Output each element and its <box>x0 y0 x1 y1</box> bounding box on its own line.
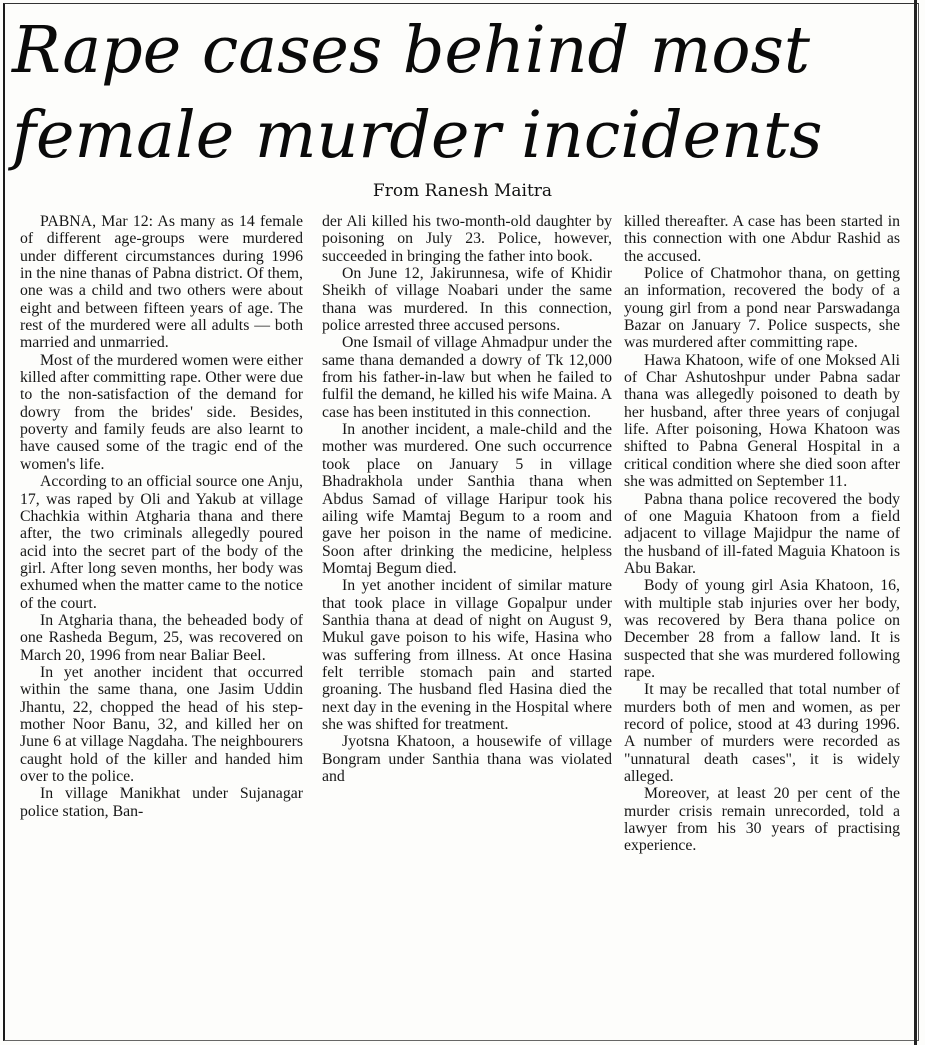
article-column-2 <box>322 213 612 785</box>
paragraph: Hawa Khatoon, wife of one Moksed Ali of Char Ashutoshpur under Pabna sadar thana was allegedly poisoned to death by her husband, after three years of conjugal life. After poisoning, Howa Khatoon was shifted to Pabna General Hospital in a critical condition where she died soon after she was admitted on September 11. <box>624 351 900 491</box>
paragraph: One Ismail of village Ahmadpur under the same thana demanded a dowry of Tk 12,000 from his father-in-law but when he failed to fulfil the demand, he killed his wife Maina. A case has been instituted in this connection. <box>322 334 612 421</box>
paragraph: In Atgharia thana, the beheaded body of one Rasheda Begum, 25, was recovered on March 20, 1996 from near Baliar Beel. <box>20 611 303 664</box>
paragraph: Moreover, at least 20 per cent of the murder crisis remain unrecorded, told a lawyer from his 30 years of practising experience. <box>624 785 900 855</box>
headline-line-2: female murder incidents <box>12 98 823 173</box>
paragraph: Pabna thana police recovered the body of one Maguia Khatoon from a field adjacent to village Majidpur the name of the husband of ill-fated Maguia Khatoon is Abu Bakar. <box>624 490 900 577</box>
paragraph: It may be recalled that total number of murders both of men and women, as per record of police, stood at 43 during 1996. A number of murders were recorded as "unnatural death cases", it is widely alleged. <box>624 681 900 785</box>
paragraph: In village Manikhat under Sujanagar police station, Ban- <box>20 785 303 820</box>
paragraph: In another incident, a male-child and the mother was murdered. One such occurrence took place on January 5 in village Bhadrakhola under Santhia thana when Abdus Samad of village Haripur took his ailing wife Mamtaj Begum to a room and gave her poison in the name of medicine. Soon after drinking the medicine, helpless Momtaj Begum died. <box>322 421 612 577</box>
byline: From Ranesh Maitra <box>372 181 553 201</box>
headline <box>12 8 912 178</box>
paragraph: Body of young girl Asia Khatoon, 16, with multiple stab injuries over her body, was recovered by Bera thana police on December 28 from a fallow land. It is suspected that she was murdered following rape. <box>624 577 900 681</box>
paragraph: Jyotsna Khatoon, a housewife of village Bongram under Santhia thana was violated and <box>322 733 612 785</box>
paragraph: killed thereafter. A case has been started in this connection with one Abdur Rashid as the accused. <box>624 213 900 265</box>
headline-line-1: Rape cases behind most <box>12 13 811 88</box>
paragraph: In yet another incident that occurred within the same thana, one Jasim Uddin Jhantu, 22, chopped the head of his step-mother Noor Banu, 32, and killed her on June 6 at village Nagdaha. The neighbourers caught hold of the killer and handed him over to the police. <box>20 663 303 785</box>
paragraph: PABNA, Mar 12: As many as 14 female of different age-groups were murdered under different circumstances during 1996 in the nine thanas of Pabna district. Of them, one was a child and two others were about eight and between fifteen years of age. The rest of the murdered were all adults — both married and unmarried. <box>20 213 303 352</box>
article-column-1 <box>20 213 303 820</box>
column-rule <box>914 0 917 1045</box>
paragraph: According to an official source one Anju, 17, was raped by Oli and Yakub at village Chachkia within Atgharia thana and there after, the two criminals allegedly poured acid into the secret part of the body of the girl. After long seven months, her body was exhumed when the matter came to the notice of the court. <box>20 473 303 612</box>
paragraph: Police of Chatmohor thana, on getting an information, recovered the body of a young girl from a pond near Parswadanga Bazar on January 7. Police suspects, she was murdered after committing rape. <box>624 265 900 352</box>
paragraph: In yet another incident of similar mature that took place in village Gopalpur under Santhia thana at dead of night on August 9, Mukul gave poison to his wife, Hasina who was suffering from illness. At once Hasina felt terrible stomach pain and started groaning. The husband fled Hasina died the next day in the evening in the Hospital where she was shifted for treatment. <box>322 577 612 733</box>
article-column-3 <box>624 213 900 855</box>
paragraph: On June 12, Jakirunnesa, wife of Khidir Sheikh of village Noabari under the same thana was murdered. In this connection, police arrested three accused persons. <box>322 265 612 335</box>
paragraph: der Ali killed his two-month-old daughter by poisoning on July 23. Police, however, succeeded in bringing the father into book. <box>322 213 612 265</box>
paragraph: Most of the murdered women were either killed after committing rape. Other were due to the non-satisfaction of the demand for dowry from the brides' side. Besides, poverty and family feuds are also learnt to have caused some of the tragic end of the women's life. <box>20 351 303 473</box>
